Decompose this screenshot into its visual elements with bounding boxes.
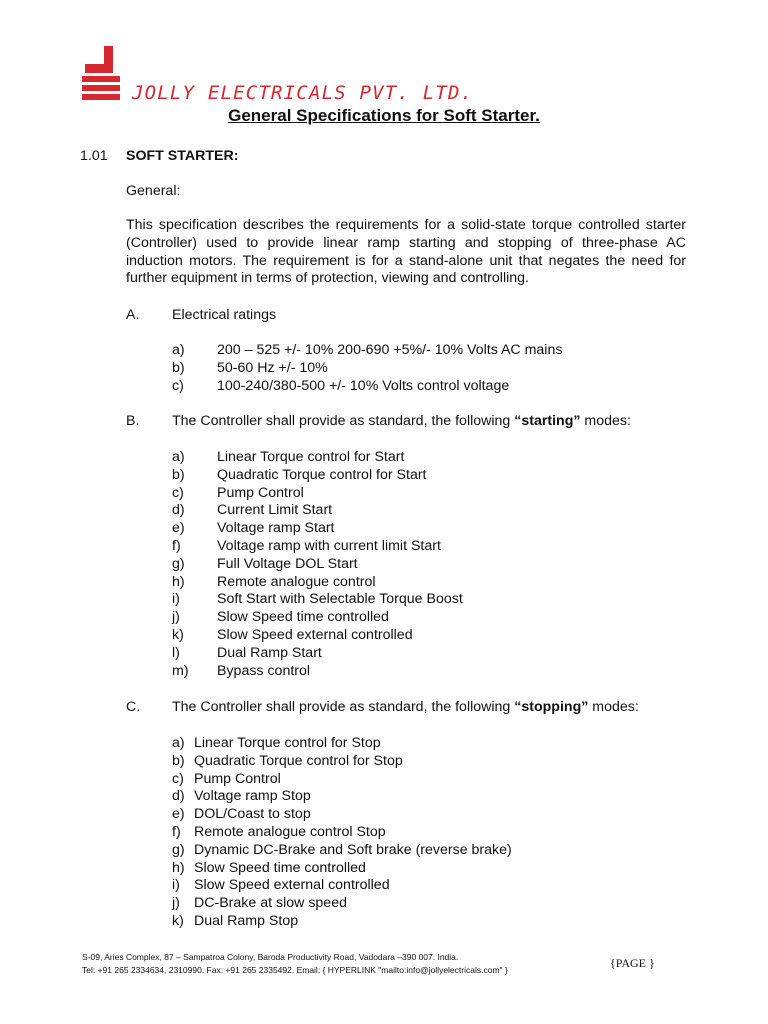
stopping-mode-item-text: Pump Control — [194, 770, 281, 787]
starting-modes-heading: The Controller shall provide as standard, the following “starting” modes: — [172, 413, 631, 429]
rating-item-text: 200 – 525 +/- 10% 200-690 +5%/- 10% Volts AC mains — [217, 342, 563, 358]
starting-mode-item-text: Dual Ramp Start — [217, 644, 322, 661]
starting-mode-item-label: b) — [172, 466, 185, 483]
stopping-mode-item-label: b) — [172, 752, 185, 769]
section-number: 1.01 — [80, 148, 108, 164]
starting-mode-item-text: Voltage ramp Start — [217, 520, 335, 537]
starting-mode-item-text: Soft Start with Selectable Torque Boost — [217, 591, 463, 608]
electrical-ratings-heading: Electrical ratings — [172, 307, 277, 323]
company-name: JOLLY ELECTRICALS PVT. LTD. — [132, 82, 474, 104]
document-title: General Specifications for Soft Starter. — [228, 106, 540, 125]
starting-mode-item-label: f) — [172, 538, 181, 554]
starting-mode-item-text: Slow Speed external controlled — [217, 627, 413, 643]
stopping-mode-item-text: Slow Speed external controlled — [194, 877, 390, 894]
starting-mode-item-label: k) — [172, 627, 184, 643]
starting-mode-item-text: Full Voltage DOL Start — [217, 555, 358, 572]
stopping-mode-item-label: c) — [172, 770, 184, 787]
stopping-mode-item-label: k) — [172, 913, 184, 929]
starting-mode-item-text: Quadratic Torque control for Start — [217, 466, 427, 483]
stopping-mode-item-label: a) — [172, 735, 185, 751]
rating-item-text: 50-60 Hz +/- 10% — [217, 360, 328, 376]
starting-mode-item-label: a) — [172, 449, 185, 465]
section-heading: SOFT STARTER: — [126, 148, 239, 164]
starting-mode-item-text: Slow Speed time controlled — [217, 609, 389, 626]
rating-item-label: b) — [172, 360, 185, 376]
stopping-mode-item-text: Remote analogue control Stop — [194, 824, 386, 840]
starting-mode-item-text: Linear Torque control for Start — [217, 449, 405, 465]
starting-mode-item-label: g) — [172, 555, 185, 572]
stopping-mode-item-text: Slow Speed time controlled — [194, 859, 366, 876]
stopping-mode-item-label: g) — [172, 841, 185, 858]
stopping-mode-item-label: f) — [172, 824, 181, 840]
list-marker-a: A. — [126, 307, 140, 323]
list-marker-b: B. — [126, 413, 140, 429]
stopping-mode-item-text: Linear Torque control for Stop — [194, 735, 381, 751]
rating-item-label: c) — [172, 378, 184, 394]
footer-address: S-09, Aries Complex, 87 – Sampatroa Colony, Baroda Productivity Road, Vadodara –390 007. India. — [82, 952, 459, 962]
starting-mode-item-text: Voltage ramp with current limit Start — [217, 538, 441, 554]
stopping-mode-item-text: DOL/Coast to stop — [194, 806, 311, 823]
rating-item-label: a) — [172, 342, 185, 358]
starting-mode-item-label: m) — [172, 662, 189, 679]
starting-mode-item-text: Bypass control — [217, 662, 311, 679]
starting-mode-item-label: e) — [172, 520, 185, 537]
starting-mode-item-text: Remote analogue control — [217, 573, 376, 590]
company-logo-icon — [82, 46, 120, 100]
starting-mode-item-label: h) — [172, 573, 185, 590]
stopping-mode-item-label: d) — [172, 788, 185, 805]
starting-mode-item-label: d) — [172, 502, 185, 519]
stopping-mode-item-label: j) — [172, 895, 180, 912]
stopping-mode-item-text: Quadratic Torque control for Stop — [194, 752, 403, 769]
stopping-mode-item-text: Voltage ramp Stop — [194, 788, 311, 805]
stopping-modes-heading: The Controller shall provide as standard, the following “stopping” modes: — [172, 699, 639, 715]
list-marker-c: C. — [126, 699, 141, 715]
stopping-mode-item-text: DC-Brake at slow speed — [194, 895, 347, 912]
stopping-mode-item-text: Dynamic DC-Brake and Soft brake (reverse brake) — [194, 841, 512, 858]
page-number-field: {PAGE } — [610, 956, 655, 970]
stopping-mode-item-text: Dual Ramp Stop — [194, 913, 299, 929]
starting-mode-item-label: c) — [172, 484, 184, 501]
starting-mode-item-label: j) — [172, 609, 180, 626]
starting-mode-item-text: Current Limit Start — [217, 502, 333, 519]
starting-mode-item-text: Pump Control — [217, 484, 304, 501]
general-label: General: — [126, 183, 181, 199]
footer-contact: Tel: +91 265 2334634, 2310990. Fax: +91 265 2335492. Email: { HYPERLINK "mailto:info@jollyelectricals.com" } — [82, 965, 508, 975]
rating-item-text: 100-240/380-500 +/- 10% Volts control voltage — [217, 378, 510, 394]
starting-mode-item-label: i) — [172, 591, 180, 608]
stopping-mode-item-label: e) — [172, 806, 185, 823]
intro-paragraph: This specification describes the requirements for a solid-state torque controlled starter (Controller) used to provide linear ramp starting and stopping of three-phase AC induction motors. The requirement is for a stand-alone unit that negates the need for further equipment in terms of protection, viewing and controlling. — [126, 217, 686, 287]
stopping-mode-item-label: h) — [172, 859, 185, 876]
starting-mode-item-label: l) — [172, 644, 180, 661]
stopping-mode-item-label: i) — [172, 877, 180, 894]
